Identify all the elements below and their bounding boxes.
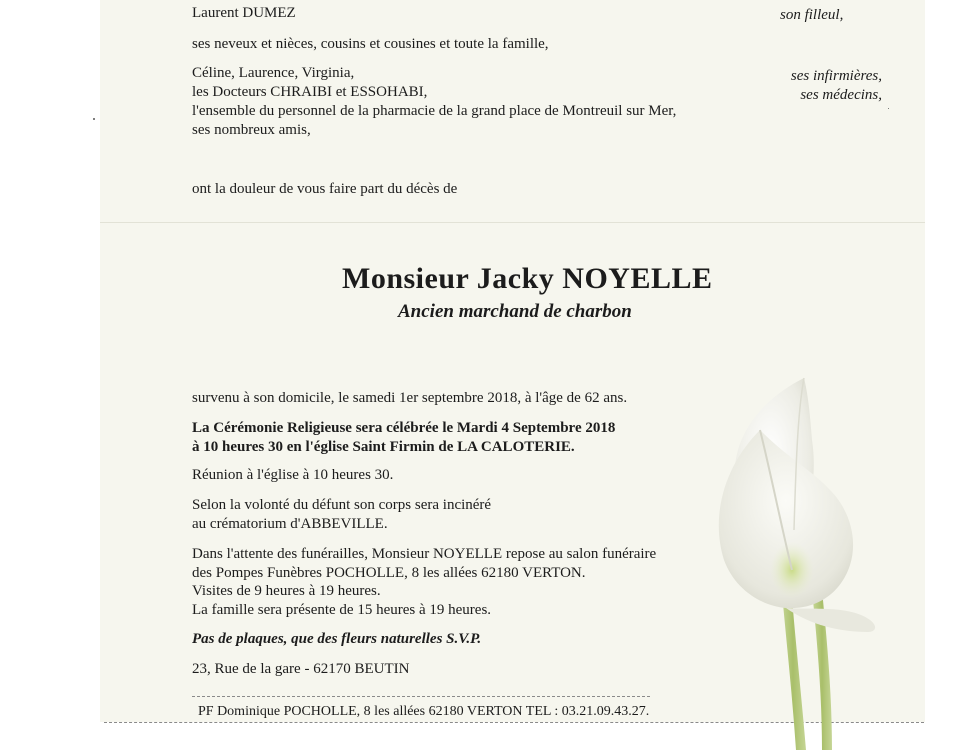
family-doctors-role: ses médecins, xyxy=(800,87,882,103)
ceremony-line-1: La Cérémonie Religieuse sera célébrée le Mardi 4 Septembre 2018 xyxy=(192,420,616,436)
lily-petal-curl xyxy=(786,608,875,632)
family-presence-hours: La famille sera présente de 15 heures à 19 heures. xyxy=(192,602,492,618)
calla-lily-illustration xyxy=(700,370,920,750)
family-address: 23, Rue de la gare - 62170 BEUTIN xyxy=(192,661,410,677)
family-nurses-role: ses infirmières, xyxy=(790,68,882,84)
announcement-text: ont la douleur de vous faire part du décès de xyxy=(192,181,458,197)
family-laurent: Laurent DUMEZ xyxy=(192,5,296,21)
deceased-title: Ancien marchand de charbon xyxy=(398,301,632,322)
family-nurses-names: Céline, Laurence, Virginia, xyxy=(192,65,355,81)
family-friends: ses nombreux amis, xyxy=(192,122,311,138)
funeral-home-footer: PF Dominique POCHOLLE, 8 les allées 62180 VERTON TEL : 03.21.09.43.27. xyxy=(198,704,650,719)
footer-rule-top xyxy=(192,696,650,697)
meeting-details: Réunion à l'église à 10 heures 30. xyxy=(192,467,394,483)
family-doctors: les Docteurs CHRAIBI et ESSOHABI, xyxy=(192,84,428,100)
rest-line-1: Dans l'attente des funérailles, Monsieur NOYELLE repose au salon funéraire xyxy=(192,546,657,562)
paper-fold-line xyxy=(100,222,925,223)
death-details: survenu à son domicile, le samedi 1er septembre 2018, à l'âge de 62 ans. xyxy=(192,390,628,406)
scan-speck xyxy=(93,118,95,120)
cremation-line-1: Selon la volonté du défunt son corps sera incinéré xyxy=(192,497,492,513)
family-nephews: ses neveux et nièces, cousins et cousines et toute la famille, xyxy=(192,36,549,52)
cremation-line-2: au crématorium d'ABBEVILLE. xyxy=(192,516,388,532)
scan-speck xyxy=(888,108,889,109)
flowers-request: Pas de plaques, que des fleurs naturelles S.V.P. xyxy=(192,631,482,647)
rest-line-2: des Pompes Funèbres POCHOLLE, 8 les allées 62180 VERTON. xyxy=(192,565,586,581)
family-pharmacy: l'ensemble du personnel de la pharmacie de la grand place de Montreuil sur Mer, xyxy=(192,103,677,119)
visits-hours: Visites de 9 heures à 19 heures. xyxy=(192,583,381,599)
deceased-name: Monsieur Jacky NOYELLE xyxy=(342,262,713,295)
ceremony-line-2: à 10 heures 30 en l'église Saint Firmin de LA CALOTERIE. xyxy=(192,439,575,455)
family-laurent-role: son filleul, xyxy=(780,7,844,23)
